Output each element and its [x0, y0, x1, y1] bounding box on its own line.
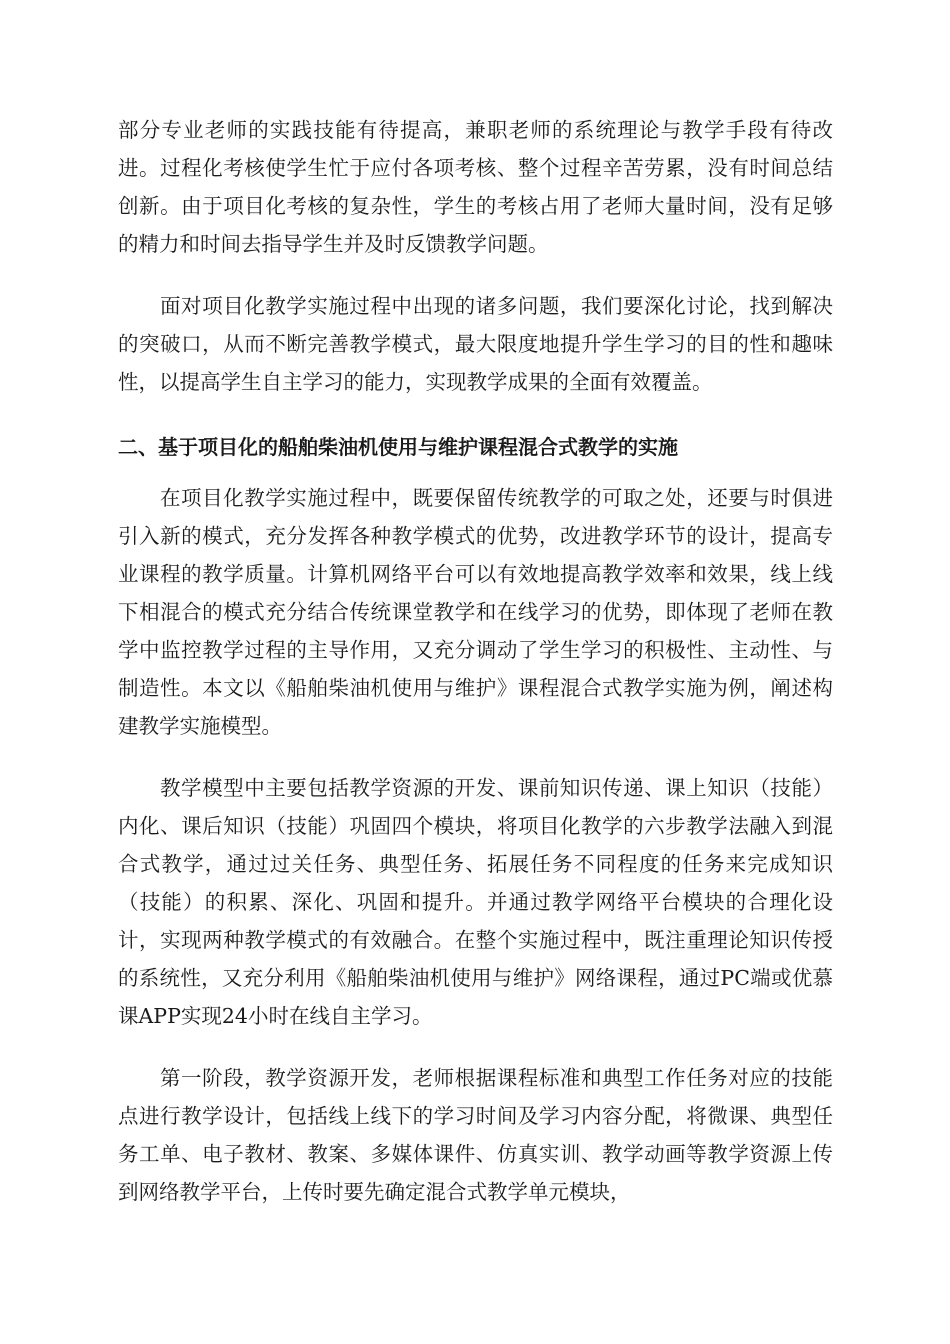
paragraph-teaching-model: 教学模型中主要包括教学资源的开发、课前知识传递、课上知识（技能）内化、课后知识（技能）巩固四个模块，将项目化教学的六步教学法融入到混合式教学，通过过关任务、典型任务、拓展任务不同程度的任务来完成知识（技能）的积累、深化、巩固和提升。并通过教学网络平台模块的合理化设计，实现两种教学模式的有效融合。在整个实施过程中，既注重理论知识传授的系统性，又充分利用《船舶柴油机使用与维护》网络课程，通过PC端或优慕课APP实现24小时在线自主学习。 — [118, 776, 833, 1028]
document-body — [118, 111, 833, 1211]
paragraph-implementation: 在项目化教学实施过程中，既要保留传统教学的可取之处，还要与时俱进引入新的模式，充分发挥各种教学模式的优势，改进教学环节的设计，提高专业课程的教学质量。计算机网络平台可以有效地提高教学效率和效果，线上线下相混合的模式充分结合传统课堂教学和在线学习的优势，即体现了老师在教学中监控教学过程的主导作用，又充分调动了学生学习的积极性、主动性、与制造性。本文以《船舶柴油机使用与维护》课程混合式教学实施为例，阐述构建教学实施模型。 — [118, 486, 833, 738]
paragraph-continued-problems: 部分专业老师的实践技能有待提高，兼职老师的系统理论与教学手段有待改进。过程化考核使学生忙于应付各项考核、整个过程辛苦劳累，没有时间总结创新。由于项目化考核的复杂性，学生的考核占用了老师大量时间，没有足够的精力和时间去指导学生并及时反馈教学问题。 — [118, 118, 833, 256]
paragraph-solutions: 面对项目化教学实施过程中出现的诸多问题，我们要深化讨论，找到解决的突破口，从而不断完善教学模式，最大限度地提升学生学习的目的性和趣味性，以提高学生自主学习的能力，实现教学成果的全面有效覆盖。 — [118, 294, 833, 394]
paragraph-stage-one: 第一阶段，教学资源开发，老师根据课程标准和典型工作任务对应的技能点进行教学设计，包括线上线下的学习时间及学习内容分配，将微课、典型任务工单、电子教材、教案、多媒体课件、仿真实训、教学动画等教学资源上传到网络教学平台，上传时要先确定混合式教学单元模块， — [118, 1066, 833, 1204]
section-heading-2: 二、基于项目化的船舶柴油机使用与维护课程混合式教学的实施 — [118, 435, 678, 459]
